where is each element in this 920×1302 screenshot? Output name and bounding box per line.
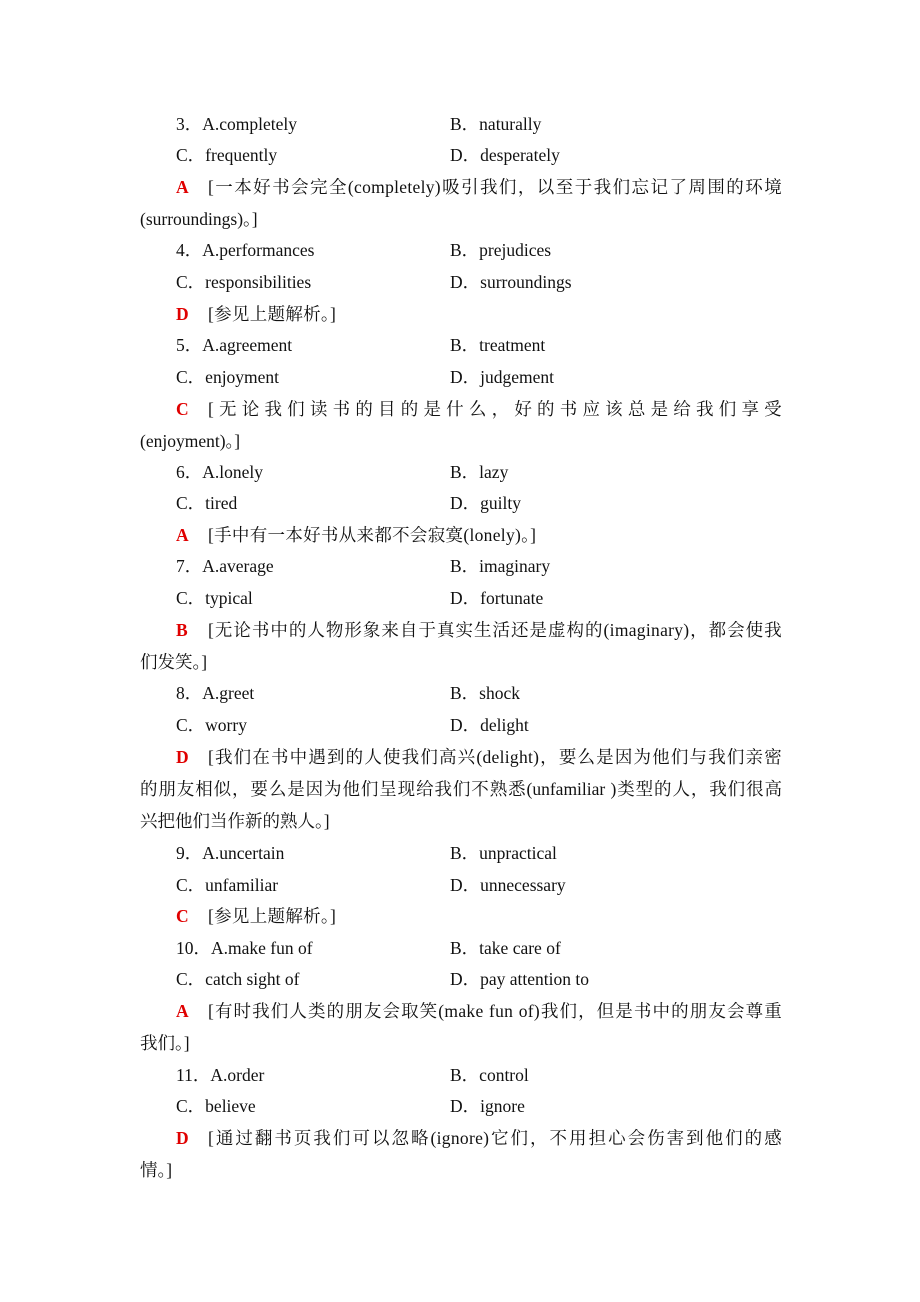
answer-letter: B — [176, 620, 188, 640]
option-c: C．worry — [176, 715, 247, 735]
answer-10 — [176, 1001, 782, 1021]
option-a: 4．A.performances — [176, 240, 315, 260]
explanation: [通过翻书页我们可以忽略(ignore)它们，不用担心会伤害到他们的感 — [208, 1128, 782, 1148]
option-c: C．enjoyment — [176, 367, 280, 387]
explanation: [参见上题解析。] — [208, 906, 337, 926]
answer-letter: D — [176, 304, 189, 324]
option-b: B．control — [450, 1065, 529, 1085]
option-a: 3．A.completely — [176, 114, 298, 134]
explanation: [我们在书中遇到的人使我们高兴(delight)，要么是因为他们与我们亲密 — [208, 747, 782, 767]
answer-7-continued: 们发笑。] — [140, 652, 208, 672]
question-10-options-cd — [176, 969, 786, 989]
option-b: B．unpractical — [450, 843, 557, 863]
answer-8 — [176, 747, 782, 767]
option-b: B．treatment — [450, 335, 546, 355]
option-a: 8．A.greet — [176, 683, 255, 703]
option-c: C．tired — [176, 493, 238, 513]
option-a: 11．A.order — [176, 1065, 265, 1085]
option-c: C．catch sight of — [176, 969, 300, 989]
option-c: C．unfamiliar — [176, 875, 279, 895]
explanation: [参见上题解析。] — [208, 304, 337, 324]
question-5-options-ab — [176, 335, 786, 355]
question-4-options-cd — [176, 272, 786, 292]
option-c: C．believe — [176, 1096, 256, 1116]
answer-letter: A — [176, 177, 189, 197]
option-b: B．naturally — [450, 114, 542, 134]
option-d: D．judgement — [450, 367, 555, 387]
option-d: D．unnecessary — [450, 875, 566, 895]
option-d: D．desperately — [450, 145, 560, 165]
answer-letter: A — [176, 525, 189, 545]
option-c: C．responsibilities — [176, 272, 312, 292]
answer-9 — [176, 906, 782, 926]
answer-8-continued-2: 兴把他们当作新的熟人。] — [140, 811, 330, 831]
question-7-options-cd — [176, 588, 786, 608]
answer-4 — [176, 304, 782, 324]
option-b: B．lazy — [450, 462, 509, 482]
option-a: 6．A.lonely — [176, 462, 264, 482]
answer-6 — [176, 525, 782, 545]
answer-5 — [176, 399, 782, 419]
answer-letter: D — [176, 747, 189, 767]
option-d: D．ignore — [450, 1096, 525, 1116]
option-d: D．pay attention to — [450, 969, 590, 989]
answer-8-continued: 的朋友相似，要么是因为他们呈现给我们不熟悉(unfamiliar )类型的人，我们很高 — [140, 779, 782, 799]
answer-letter: A — [176, 1001, 189, 1021]
explanation: [无论书中的人物形象来自于真实生活还是虚构的(imaginary)，都会使我 — [208, 620, 782, 640]
answer-letter: C — [176, 399, 189, 419]
question-6-options-ab — [176, 462, 786, 482]
explanation: [无论我们读书的目的是什么，好的书应该总是给我们享受 — [208, 399, 782, 419]
option-a: 5．A.agreement — [176, 335, 293, 355]
option-c: C．typical — [176, 588, 253, 608]
question-3-options-ab — [176, 114, 786, 134]
question-7-options-ab — [176, 556, 786, 576]
question-11-options-cd — [176, 1096, 786, 1116]
question-8-options-ab — [176, 683, 786, 703]
answer-5-continued: (enjoyment)。] — [140, 431, 241, 451]
option-d: D．surroundings — [450, 272, 572, 292]
question-11-options-ab — [176, 1065, 786, 1085]
answer-3-continued: (surroundings)。] — [140, 209, 258, 229]
option-a: 9．A.uncertain — [176, 843, 285, 863]
answer-10-continued: 我们。] — [140, 1033, 190, 1053]
question-9-options-cd — [176, 875, 786, 895]
explanation: [一本好书会完全(completely)吸引我们，以至于我们忘记了周围的环境 — [208, 177, 782, 197]
option-b: B．imaginary — [450, 556, 551, 576]
option-b: B．prejudices — [450, 240, 552, 260]
answer-11-continued: 情。] — [140, 1160, 173, 1180]
answer-letter: D — [176, 1128, 189, 1148]
option-a: 7．A.average — [176, 556, 274, 576]
question-4-options-ab — [176, 240, 786, 260]
option-b: B．shock — [450, 683, 520, 703]
option-a: 10．A.make fun of — [176, 938, 313, 958]
option-b: B．take care of — [450, 938, 561, 958]
question-9-options-ab — [176, 843, 786, 863]
answer-letter: C — [176, 906, 189, 926]
explanation: [有时我们人类的朋友会取笑(make fun of)我们，但是书中的朋友会尊重 — [208, 1001, 782, 1021]
explanation: [手中有一本好书从来都不会寂寞(lonely)。] — [208, 525, 537, 545]
answer-7 — [176, 620, 782, 640]
option-d: D．fortunate — [450, 588, 544, 608]
question-5-options-cd — [176, 367, 786, 387]
answer-3 — [176, 177, 782, 197]
question-10-options-ab — [176, 938, 786, 958]
question-3-options-cd — [176, 145, 786, 165]
answer-11 — [176, 1128, 782, 1148]
option-c: C．frequently — [176, 145, 278, 165]
question-6-options-cd — [176, 493, 786, 513]
option-d: D．delight — [450, 715, 529, 735]
question-8-options-cd — [176, 715, 786, 735]
option-d: D．guilty — [450, 493, 521, 513]
